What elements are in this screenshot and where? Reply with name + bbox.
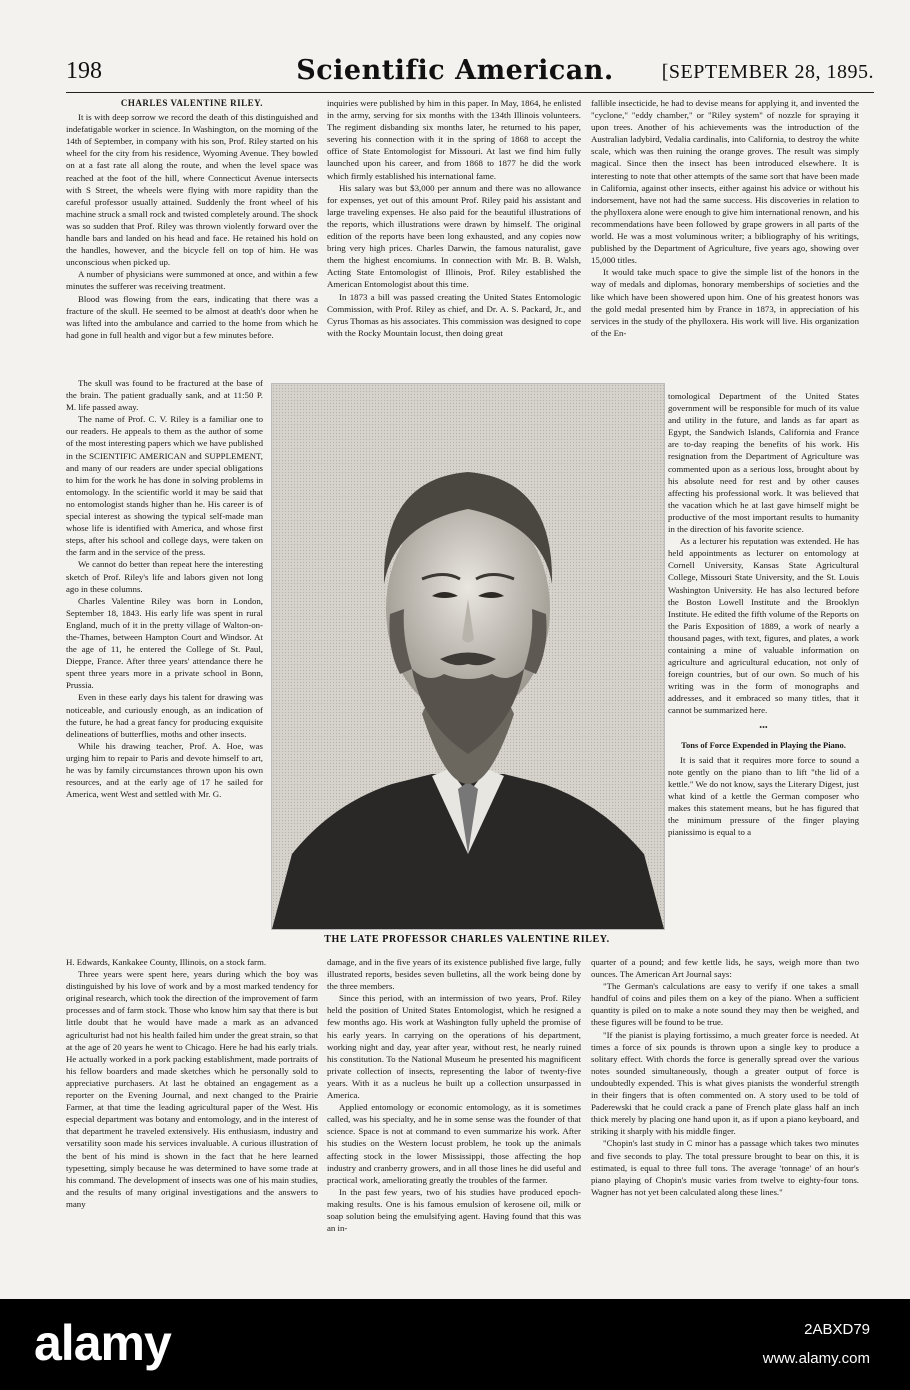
issue-date: [SEPTEMBER 28, 1895.: [661, 61, 874, 83]
paragraph: A number of physicians were summoned at once, and within a few minutes the sufferer was receiving treatment.: [66, 269, 318, 292]
paragraph: We cannot do better than repeat here the interesting sketch of Prof. Riley's life and labors given not long ago in these columns.: [66, 559, 263, 594]
paragraph: It is said that it requires more force to sound a note gently on the piano than to lift "the lid of a kettle." We do not know, says the Literary Digest, just what kind of a kettle the German composer who makes this statement means, but he has figured that the minimum pressure of the finger playing pianissimo is equal to a: [668, 754, 859, 838]
header-rule: [66, 92, 874, 93]
column-1-top: [66, 97, 318, 377]
paragraph: "The German's calculations are easy to verify if one takes a small handful of coins and piles them on a key of the piano. When a sufficient quantity is piled on to make a note sound they may then be weighed, and these figures will be found to be true.: [591, 981, 859, 1028]
column-1-middle: [66, 377, 263, 957]
paragraph: Three years were spent here, years during which the boy was distinguished by his love of work and by a most marked tendency for original research, which took the direction of the improvement of farm processes and of farm stock. Those who know him say that there is but little doubt that he would have made a mark as an advanced agriculturist had not his health failed him under the great strain, so that at the age of 20 years he went to Chicago. Here he had his early trials. He actually worked in a pork packing establishment, made portraits of his fellow boarders and made sketches which he personally sold to appreciative purchasers. At last he obtained an engagement as a reporter on the Evening Journal, and next changed to the Prairie Farmer, at that time the leading agricultural paper of the West. His especial department was botany and entomology, and in the interest of that department he traveled extensively. His enthusiasm, industry and versatility soon made his services invaluable. A curious illustration of the bent of his mind is shown in the fact that he here learned typesetting, simply because he was determined to have some trade at his command. The development of insects was one of his main studies, and the results of many original investigations and the answers to many: [66, 969, 318, 1209]
paragraph: It is with deep sorrow we record the death of this distinguished and indefatigable worker in science. In Washington, on the morning of the 14th of September, in company with his son, Prof. Riley started on his wheel for the city from his residence, Wyoming Avenue. They bowled on at a fast rate all along the route, and when the level space was reached at the foot of the hill, where Connecticut Avenue intersects with S Street, the wheels were flying with more rapidity than the careful professor usually attained. Suddenly the front wheel of his machine struck a small rock and twisted completely around. The shock was so sudden that Prof. Riley was thrown violently forward over the handle bars and landed on his head and face. He retained his hold on the handles, however, and the bicycle fell on top of him. He was unconscious when picked up.: [66, 112, 318, 268]
paragraph: The name of Prof. C. V. Riley is a familiar one to our readers. He appeals to them as the author of some of the most interesting papers which we have published in the SCIENTIFIC AMERICAN and SUPPLEMENT, and many of our readers are under special obligations to him for the work he has done in solving problems in entomology. In the scientific world it may be said that no entomologist stands higher than he. His career is of special interest as showing the typical self-made man whose life is identified with America, and whose first steps, after his school and college days, were taken on the farm and in the service of the press.: [66, 414, 263, 558]
watermark-image-id: 2ABXD79: [804, 1321, 870, 1338]
paragraph: inquiries were published by him in this paper. In May, 1864, he enlisted in the army, serving for six months with the 134th Illinois volunteers. The regiment disbanding six months later, he returned to his paper, severing his connection with it in the spring of 1868 to accept the office of State Entomologist for Missouri. At last we find him fully launched upon his career, and from 1868 to 1877 he did the work which firmly established his international fame.: [327, 98, 581, 181]
paragraph: Applied entomology or economic entomology, as it is sometimes called, was his specialty, and he in some sense was the founder of that science. Space is not at command to even summarize his work. After his studies on the Western locust problem, he took up the animals affecting stock in the lower Mississippi, those affecting the hop industry and cranberry growers, and in all those lines he did useful and practical work, ameliorating greatly the troubles of the farmer.: [327, 1102, 581, 1185]
paragraph: It would take much space to give the simple list of the honors in the way of medals and diplomas, honorary memberships of societies and the like which have been showered upon him. One of his greatest honors was the gold medal presented him by France in 1873, in appreciation of his services in the study of the phylloxera. His work will live. His organization of the En-: [591, 267, 859, 338]
watermark-url: www.alamy.com: [762, 1350, 870, 1367]
column-2-top: [327, 97, 581, 379]
paragraph: Even in these early days his talent for drawing was noticeable, and curiously enough, as an indication of the future, he had a great fancy for producing exquisite delineations of butterflies, moths and other insects.: [66, 692, 263, 739]
paragraph: fallible insecticide, he had to devise means for applying it, and invented the "cyclone," "eddy chamber," or "Riley system" of nozzle for spraying it upon trees. Another of his achievements was the introduction of the Australian ladybird, Vedalia cardinalis, into California, to destroy the white scale, which was then ruining the orange groves. The result was simply magical. Since then the insect has been introduced elsewhere. It is interesting to note that other attempts of the same sort that have been made in California, against other insects, either against his advice or without his indorsement, have not had the same success. His discoveries in relation to the phylloxera alone were enough to give him international renown, and his recommendations have been followed by grape growers in all parts of the world. He was a most voluminous writer; a bibliography of his writings, published by the Department of Agriculture, five years ago, showing over 15,000 titles.: [591, 98, 859, 266]
paragraph: His salary was but $3,000 per annum and there was no allowance for expenses, yet out of this amount Prof. Riley paid his assistant and large traveling expenses. He also paid for the beautiful illustrations of the reports, which illustrations were drawn by himself. The original edition of the reports have been long exhausted, and any copies now bring very high prices. Charles Darwin, the famous naturalist, gave them the highest encomiums. In connection with Mr. B. B. Walsh, Acting State Entomologist of Illinois, Prof. Riley established the American Entomologist about this time.: [327, 182, 581, 290]
portrait-caption: THE LATE PROFESSOR CHARLES VALENTINE RILEY.: [324, 934, 610, 945]
paragraph: In 1873 a bill was passed creating the United States Entomologic Commission, with Prof. Riley as chief, and Dr. A. S. Packard, Jr., and Cyrus Thomas as his associates. This commission was designed to cope with the Rocky Mountain locust, then doing great: [327, 291, 581, 338]
masthead: Scientific American.: [296, 55, 614, 86]
column-3-bottom: [591, 956, 859, 1288]
portrait-illustration: [272, 384, 664, 929]
column-2-bottom: [327, 956, 581, 1288]
page-number: 198: [66, 58, 102, 84]
column-3-top: [591, 97, 859, 390]
paragraph: Blood was flowing from the ears, indicating that there was a fracture of the skull. He seemed to be almost at death's door when he was lifted into the ambulance and carried to the home from which he had gone in full health and vigor but a few minutes before.: [66, 293, 318, 340]
column-3-middle: [668, 390, 859, 956]
paragraph: "Chopin's last study in C minor has a passage which takes two minutes and five seconds to play. The total pressure brought to bear on this, it is estimated, is equal to three full tons. The average 'tonnage' of an hour's piano playing of Chopin's music varies from twelve to eighty-four tons. Wagner has not yet been calculated along these lines.": [591, 1138, 859, 1197]
column-1-bottom: [66, 956, 318, 1288]
paragraph: damage, and in the five years of its existence published five large, fully illustrated reports, besides seven bulletins, all the work being done by the three members.: [327, 957, 581, 992]
paragraph: tomological Department of the United States government will be responsible for much of its value and utility in the future, and lands as far apart as Egypt, the Sandwich Islands, California and France are to-day reaping the benefits of his work. His resignation from the Department of Agriculture was commented upon as a serious loss, brought about by his absolute need for rest and by other causes affecting his professional work. It was believed that the vacation which he at last gave himself might be productive of the most important results to humanity in the direction of his favorite science.: [668, 391, 859, 535]
paragraph: In the past few years, two of his studies have produced epoch-making results. One is his famous emulsion of kerosene oil, milk or soap solution being the emulsifying agent. Having found that this was an in-: [327, 1186, 581, 1234]
paragraph: While his drawing teacher, Prof. A. Hoe, was urging him to repair to Paris and devote himself to art, he was by family circumstances thrown upon his own resources, and at the early age of 17 he sailed for America, went West and settled with Mr. G.: [66, 740, 263, 800]
article-title: CHARLES VALENTINE RILEY.: [120, 98, 264, 108]
paragraph: Since this period, with an intermission of two years, Prof. Riley held the position of United States Entomologist, which he resigned a few months ago. His work at Washington fully upheld the promise of his early years. In carrying on the operations of his department, working night and day, year after year, without rest, he nearly ruined his constitution. To the National Museum he presented his magnificent private collection of insects, representing the labor of twenty-five years. With it as a nucleus he built up a collection unsurpassed in America.: [327, 993, 581, 1101]
paragraph: As a lecturer his reputation was extended. He has held appointments as lecturer on entomology at Cornell University, Kansas State Agricultural College, Missouri State University, and the St. Louis Washington University. He has also lectured before the Boston Lowell Institute and the Brooklyn Institute. He edited the fifth volume of the Reports on the Paris Exposition of 1889, a work of nearly a thousand pages, with text, figures, and plates, a work containing a mine of valuable information on agriculture and agricultural education, not only of foreign countries, but of our own. So much of his writing was in the form of monographs and addresses, and it embraced so many titles, that it cannot be summarized here.: [668, 536, 859, 716]
paragraph: quarter of a pound; and few kettle lids, he says, weigh more than two ounces. The American Art Journal says:: [591, 957, 859, 980]
watermark-logo: alamy: [34, 1315, 171, 1371]
piano-article-title: Tons of Force Expended in Playing the Piano.: [681, 739, 846, 750]
portrait-engraving: [271, 383, 665, 930]
paragraph: H. Edwards, Kankakee County, Illinois, on a stock farm.: [66, 957, 267, 967]
paragraph: Charles Valentine Riley was born in London, September 18, 1843. His early life was spent in rural England, much of it in the pretty village of Walton-on-the-Thames, between Hampton Court and Windsor. At the age of 11, he entered the College of St. Paul, Dieppe, France. After three years' attendance there he spent three years more in a private school in Bonn, Prussia.: [66, 595, 263, 691]
section-divider: •••: [759, 722, 768, 732]
paragraph: The skull was found to be fractured at the base of the brain. The patient gradually sank, and at 11:50 P. M. life passed away.: [66, 378, 263, 413]
paragraph: "If the pianist is playing fortissimo, a much greater force is needed. At times a force of six pounds is thrown upon a single key to produce a solitary effect. With chords the force is generally spread over the various notes sounded simultaneously, though a greater output of force is undoubtedly expended. This is what gives pianists the wonderful strength in their fingers that is often commented on. A story used to be told of Paderewski that he could crack a pane of French plate glass half an inch thick merely by placing one hand upon it, as if upon a piano keyboard, and striking it sharply with his middle finger.: [591, 1029, 859, 1137]
